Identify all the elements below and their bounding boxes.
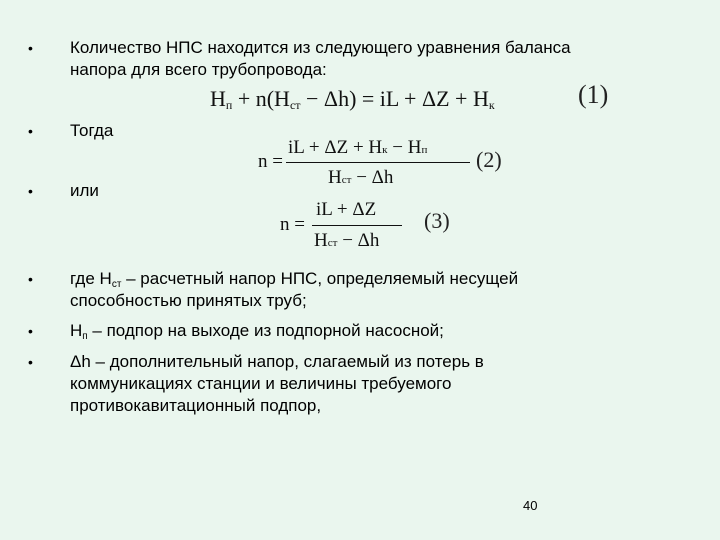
bullet-marker: •: [28, 323, 33, 339]
equation-3-number: (3): [424, 208, 450, 233]
equation-1: $H_п + n(H_{ст} - \Delta h)$ = iL + $\Delta Z + H_к$: [210, 86, 495, 112]
bullet-4-line-1: где $H_{ст}$ – расчетный напор НПС, определяемый несущей: [70, 269, 519, 290]
bullet-3-text: или: [70, 181, 99, 200]
bullet-marker: •: [28, 40, 33, 56]
page-number: 40: [523, 498, 538, 513]
equation-2-fraction-bar: [286, 162, 470, 163]
equation-3-lhs: n =: [280, 214, 305, 235]
bullet-marker: •: [28, 354, 33, 370]
equation-3-numerator: iL + ΔZ: [316, 199, 377, 220]
equation-3-fraction-bar: [312, 225, 402, 226]
equation-1-number: (1): [578, 80, 609, 109]
bullet-marker: •: [28, 123, 33, 139]
equation-2-denominator: Hст − Δh: [328, 167, 394, 188]
bullet-4-line-2: способностью принятых труб;: [70, 291, 307, 310]
bullet-6-line-2: коммуникациях станции и величины требуемого: [70, 374, 452, 393]
bullet-1-line-1: Количество НПС находится из следующего уравнения баланса: [70, 38, 571, 57]
equation-2-lhs: n =: [258, 151, 283, 172]
bullet-marker: •: [28, 271, 33, 287]
bullet-5-text: $H_п$ – подпор на выходе из подпорной насосной;: [70, 321, 444, 342]
equation-2-number: (2): [476, 147, 502, 172]
equation-2-numerator: iL + ΔZ + Hк − Hп: [288, 137, 428, 158]
bullet-1-line-2: напора для всего трубопровода:: [70, 60, 327, 79]
equation-3-denominator: Hст − Δh: [314, 230, 380, 251]
bullet-6-line-1: Δh – дополнительный напор, слагаемый из потерь в: [70, 352, 484, 371]
bullet-6-line-3: противокавитационный подпор,: [70, 396, 322, 415]
bullet-2-text: Тогда: [70, 121, 114, 140]
bullet-marker: •: [28, 183, 33, 199]
